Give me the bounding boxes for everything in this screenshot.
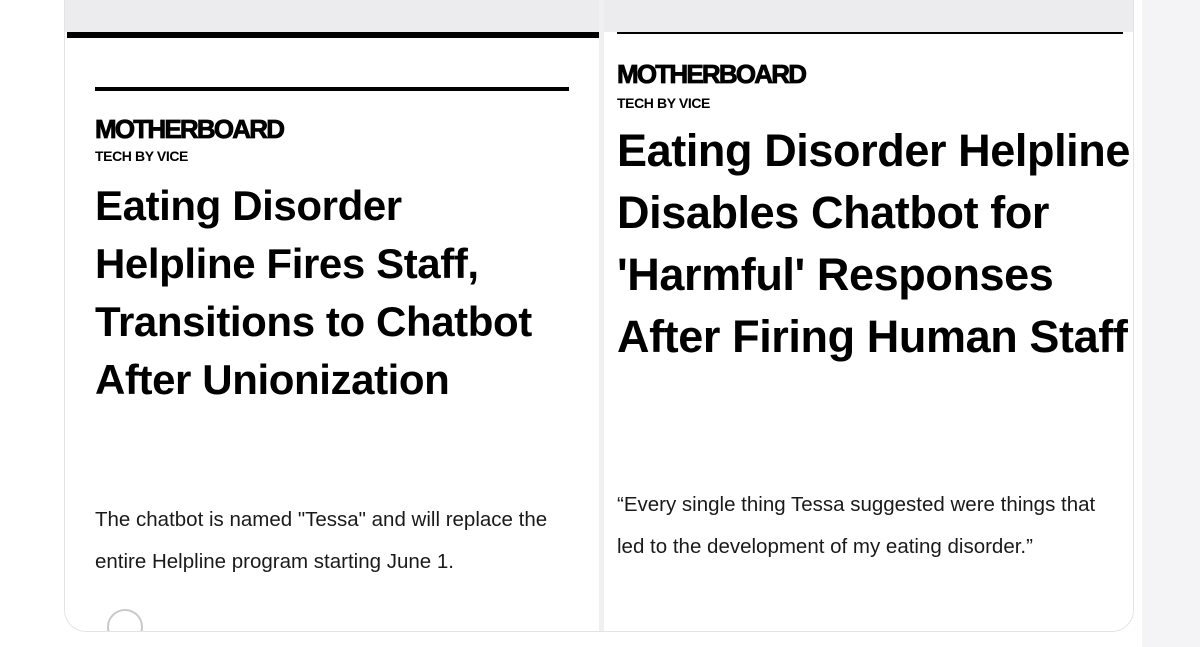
right-headline: Eating Disorder Helpline Disables Chatbot for 'Harmful' Responses After Firing Human Staff	[617, 125, 1130, 362]
page-side-strip	[1142, 0, 1200, 647]
right-brand-tagline: TECH BY VICE	[617, 95, 710, 111]
left-brand-logo: MOTHERBOARD	[95, 114, 284, 144]
right-dek: “Every single thing Tessa suggested were things that led to the development of my eating disorder.”	[617, 493, 1096, 558]
right-article-image[interactable]	[604, 32, 1134, 632]
left-header-rule	[95, 87, 569, 91]
left-dek: The chatbot is named "Tessa" and will replace the entire Helpline program starting June 1.	[95, 508, 548, 573]
left-headline: Eating Disorder Helpline Fires Staff, Transitions to Chatbot After Unionization	[95, 182, 532, 403]
media-card[interactable]	[64, 0, 1134, 632]
right-header-rule	[617, 32, 1123, 34]
left-top-bar	[67, 32, 599, 38]
left-article-image[interactable]	[65, 32, 599, 632]
left-brand-tagline: TECH BY VICE	[95, 148, 188, 164]
right-brand-logo: MOTHERBOARD	[617, 59, 806, 89]
